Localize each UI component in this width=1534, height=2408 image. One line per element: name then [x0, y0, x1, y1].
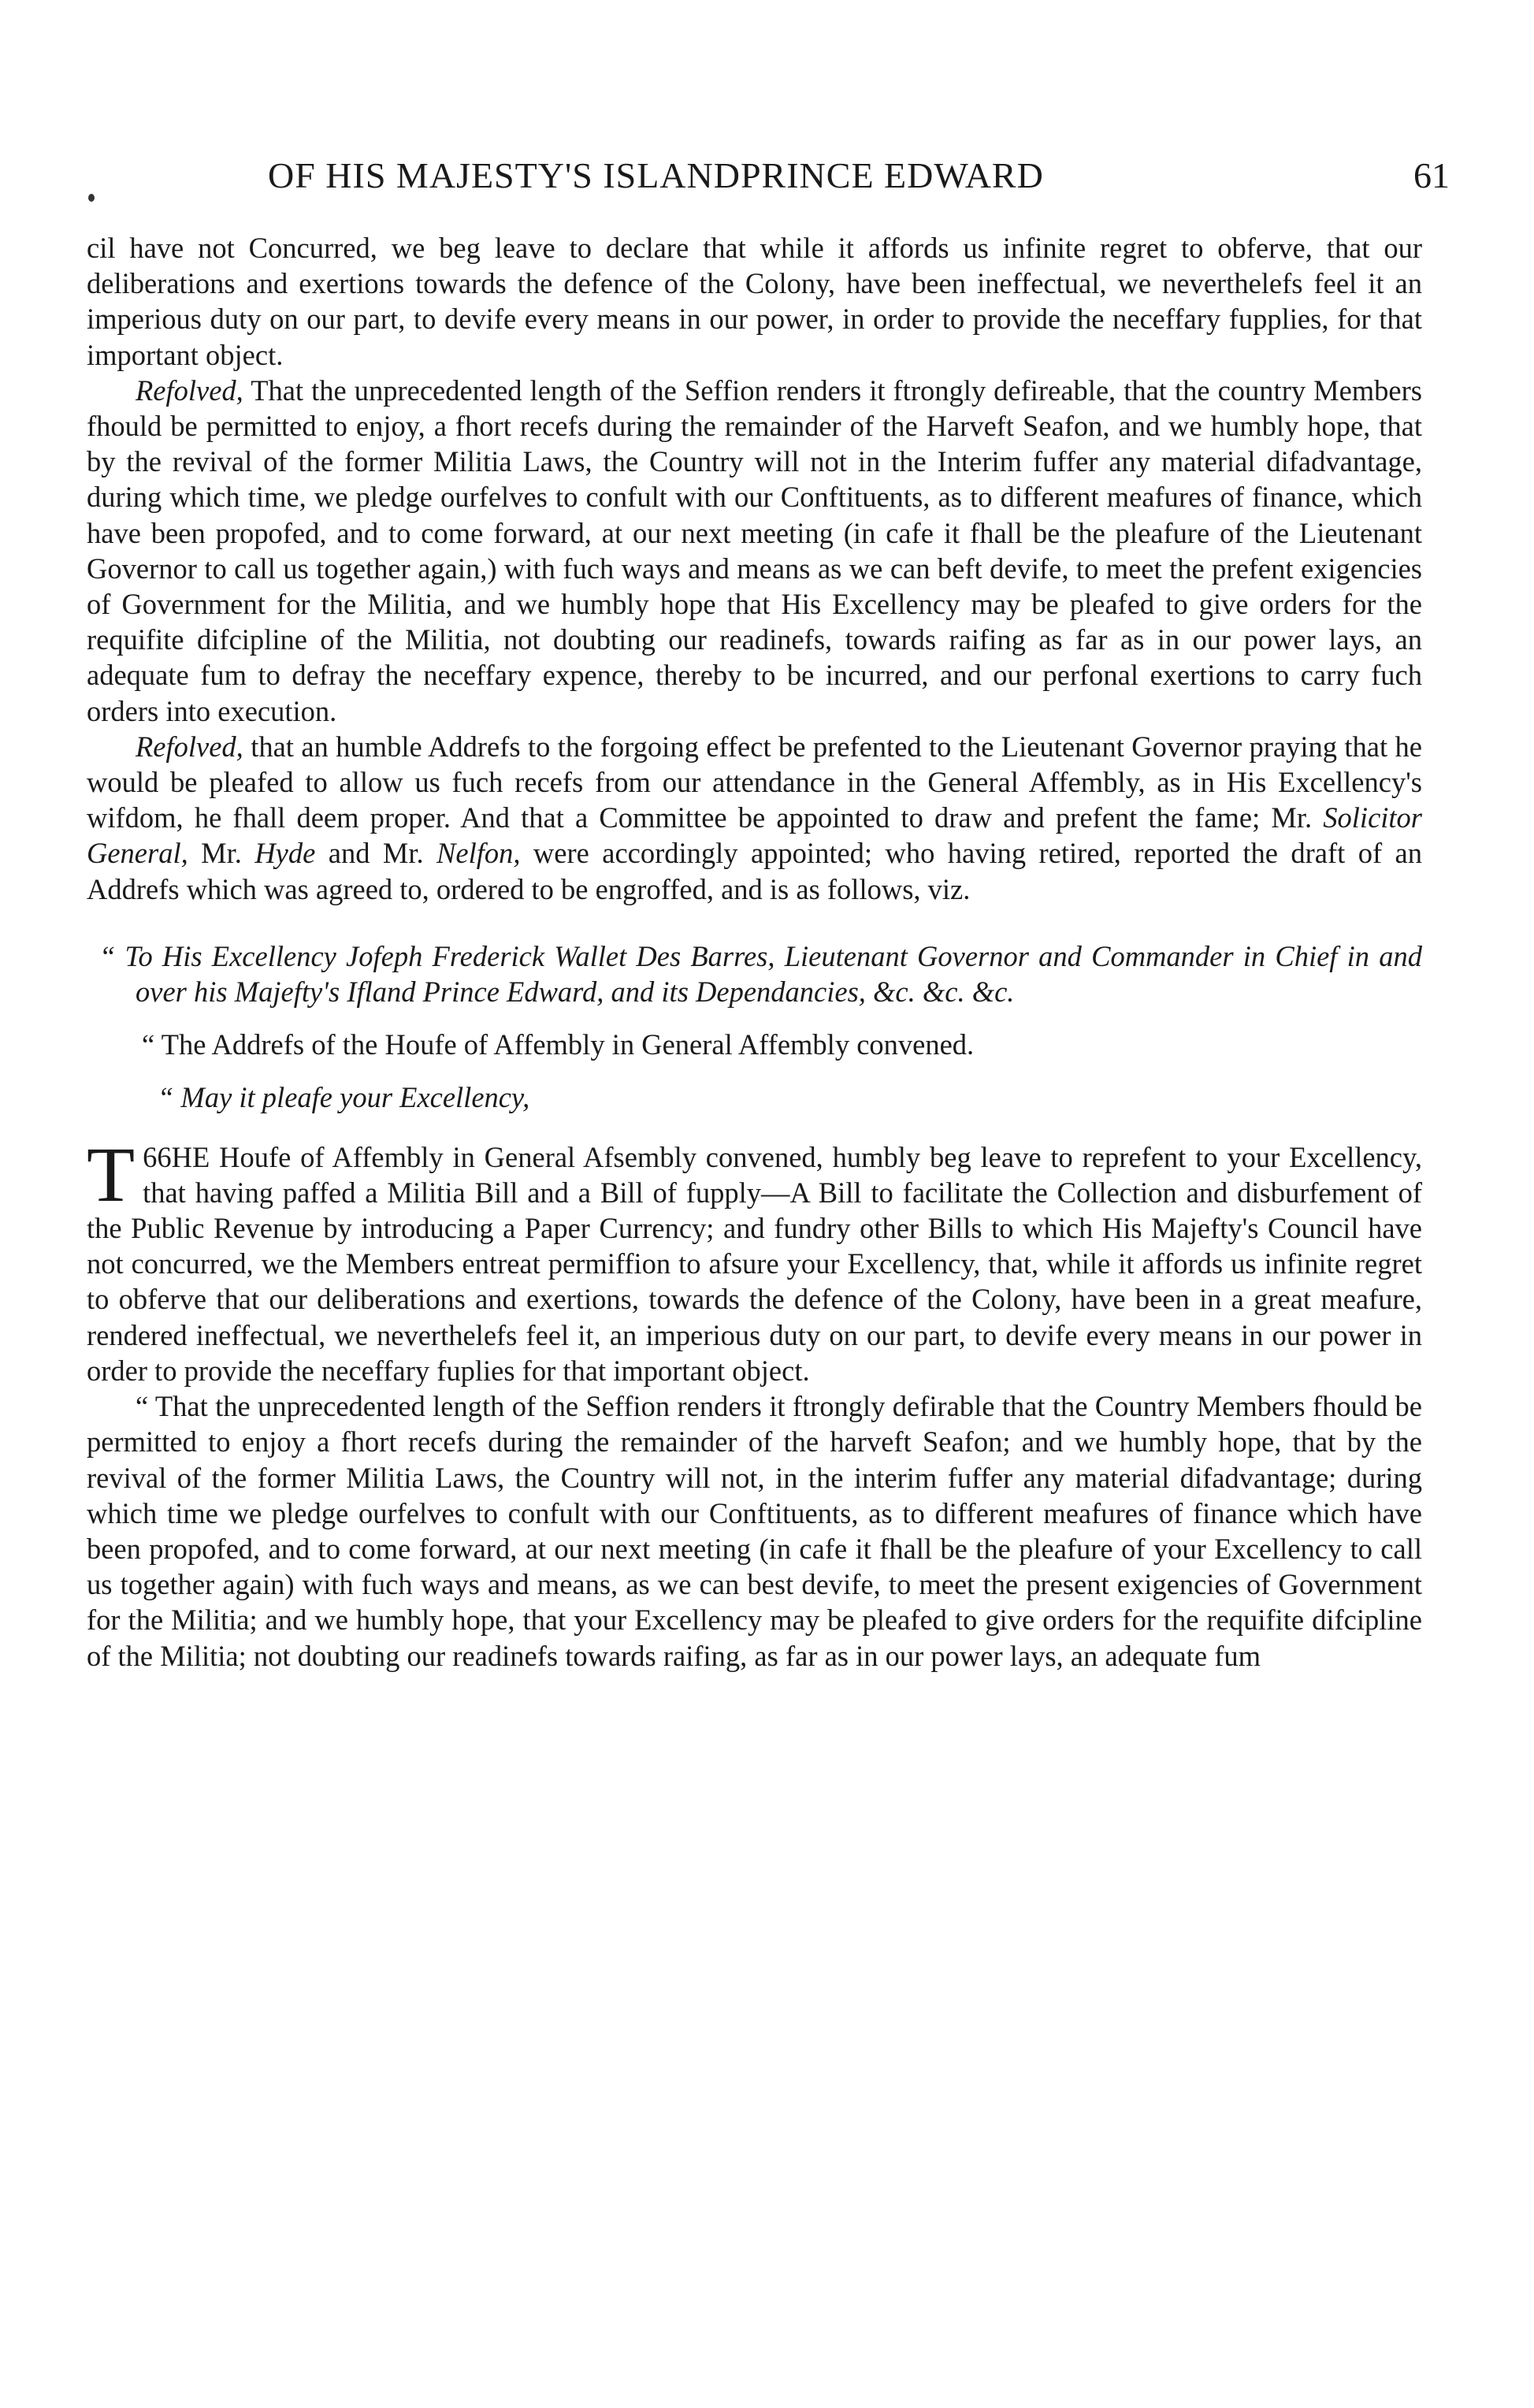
- paragraph-text: Mr.: [188, 837, 255, 870]
- address-salutation: “ May it pleafe your Excellency,: [158, 1081, 530, 1114]
- page-header: [268, 154, 1450, 202]
- paragraph-resolved-address: [87, 729, 1422, 907]
- opening-quote: 66: [143, 1140, 172, 1173]
- resolved-lead: Refolved,: [136, 373, 243, 407]
- paragraph-address-recess: “ That the unprecedented length of the Seffion renders it ftrongly defirable that the Country Members fhould be permitted to enjoy a fhort recefs during the remainder of the harveft Seafon; and we humbly hope, that by the revival of the former Militia Laws, the Country will not, in the interim fuffer any material difadvantage; during which time we pledge ourfelves to confult with our Conftituents, as to different meafures of finance which have been propofed, and to come forward, at our next meeting (in cafe it fhall be the pleafure of your Excellency to call us together again) with fuch ways and means, as we can best devife, to meet the present exigencies of Government for the Militia; and we humbly hope, that your Excellency may be pleafed to give orders for the requifite difcipline of the Militia; not doubting our readinefs towards raifing, as far as in our power lays, an adequate fum: [87, 1390, 1422, 1672]
- resolved-lead: Refolved,: [136, 730, 243, 763]
- paragraph-resolved-recess: [87, 373, 1422, 729]
- page-body: [87, 230, 1422, 1674]
- running-head: OF HIS MAJESTY'S ISLANDPRINCE EDWARD: [268, 155, 1044, 195]
- solicitor-general: Solicitor General,: [87, 801, 1422, 870]
- name-hyde: Hyde: [254, 837, 316, 870]
- paragraph-text: were accordingly appointed; who having retired, reported the draft of an Addrefs which was agreed to, ordered to be engroffed, and is as follows, viz.: [87, 837, 1422, 905]
- page-number: 61: [1413, 155, 1450, 195]
- margin-mark: [88, 194, 95, 202]
- paragraph-text: HE Houfe of Affembly in General Afsembly convened, humbly beg leave to reprefent to your Excellency, that having paffed a Militia Bill and a Bill of fupply—A Bill to facilitate the Collection and disburfement of the Public Revenue by introducing a Paper Currency; and fundry other Bills to which His Majefty's Council have not concurred, we the Members entreat permiffion to afsure your Excellency, that, while it affords us infinite regret to obferve that our deliberations and exertions, towards the defence of the Colony, have been in a great meafure, rendered ineffectual, we neverthelefs feel it, an imperious duty on our part, to devife every means in our power in order to provide the neceffary fuplies for that important object.: [87, 1140, 1422, 1387]
- paragraph-text: and Mr.: [315, 837, 437, 870]
- address-title: “ The Addrefs of the Houfe of Affembly in General Affembly convened.: [142, 1028, 975, 1061]
- paragraph-continuation: cil have not Concurred, we beg leave to declare that while it affords us infinite regret to obferve, that our deliberations and exertions towards the defence of the Colony, have been ineffectual, we neverthelefs feel it an imperious duty on our part, to devife every means in our power, in order to provide the neceffary fupplies, for that important object.: [87, 232, 1422, 371]
- paragraph-text: that an humble Addrefs to the forgoing effect be prefented to the Lieutenant Governor praying that he would be pleafed to allow us fuch recefs from our attendance in the General Affembly, as in His Excellency's wifdom, he fhall deem proper. And that a Committee be appointed to draw and prefent the fame; Mr.: [87, 730, 1422, 834]
- drop-cap: T: [87, 1130, 136, 1218]
- paragraph-address-body: [87, 1130, 1422, 1388]
- name-nelson: Nelfon,: [436, 837, 521, 870]
- address-recipient: “ To His Excellency Jofeph Frederick Wallet Des Barres, Lieutenant Governor and Commander in Chief in and over his Majefty's Ifland Prince Edward, and its Dependancies, &c. &c. &c.: [99, 939, 1422, 1009]
- paragraph-text: That the unprecedented length of the Seffion renders it ftrongly defireable, that the country Members fhould be permitted to enjoy, a fhort recefs during the remainder of the Harveft Seafon, and we humbly hope, that by the revival of the former Militia Laws, the Country will not in the Interim fuffer any material difadvantage, during which time, we pledge ourfelves to confult with our Conftituents, as to different meafures of finance, which have been propofed, and to come forward, at our next meeting (in cafe it fhall be the pleafure of the Lieutenant Governor to call us together again,) with fuch ways and means as we can beft devife, to meet the prefent exigencies of Government for the Militia, and we humbly hope that His Excellency may be pleafed to give orders for the requifite difcipline of the Militia, not doubting our readinefs, towards raifing as far as in our power lays, an adequate fum to defray the neceffary expence, thereby to be incurred, and our perfonal exertions to carry fuch orders into execution.: [87, 373, 1422, 727]
